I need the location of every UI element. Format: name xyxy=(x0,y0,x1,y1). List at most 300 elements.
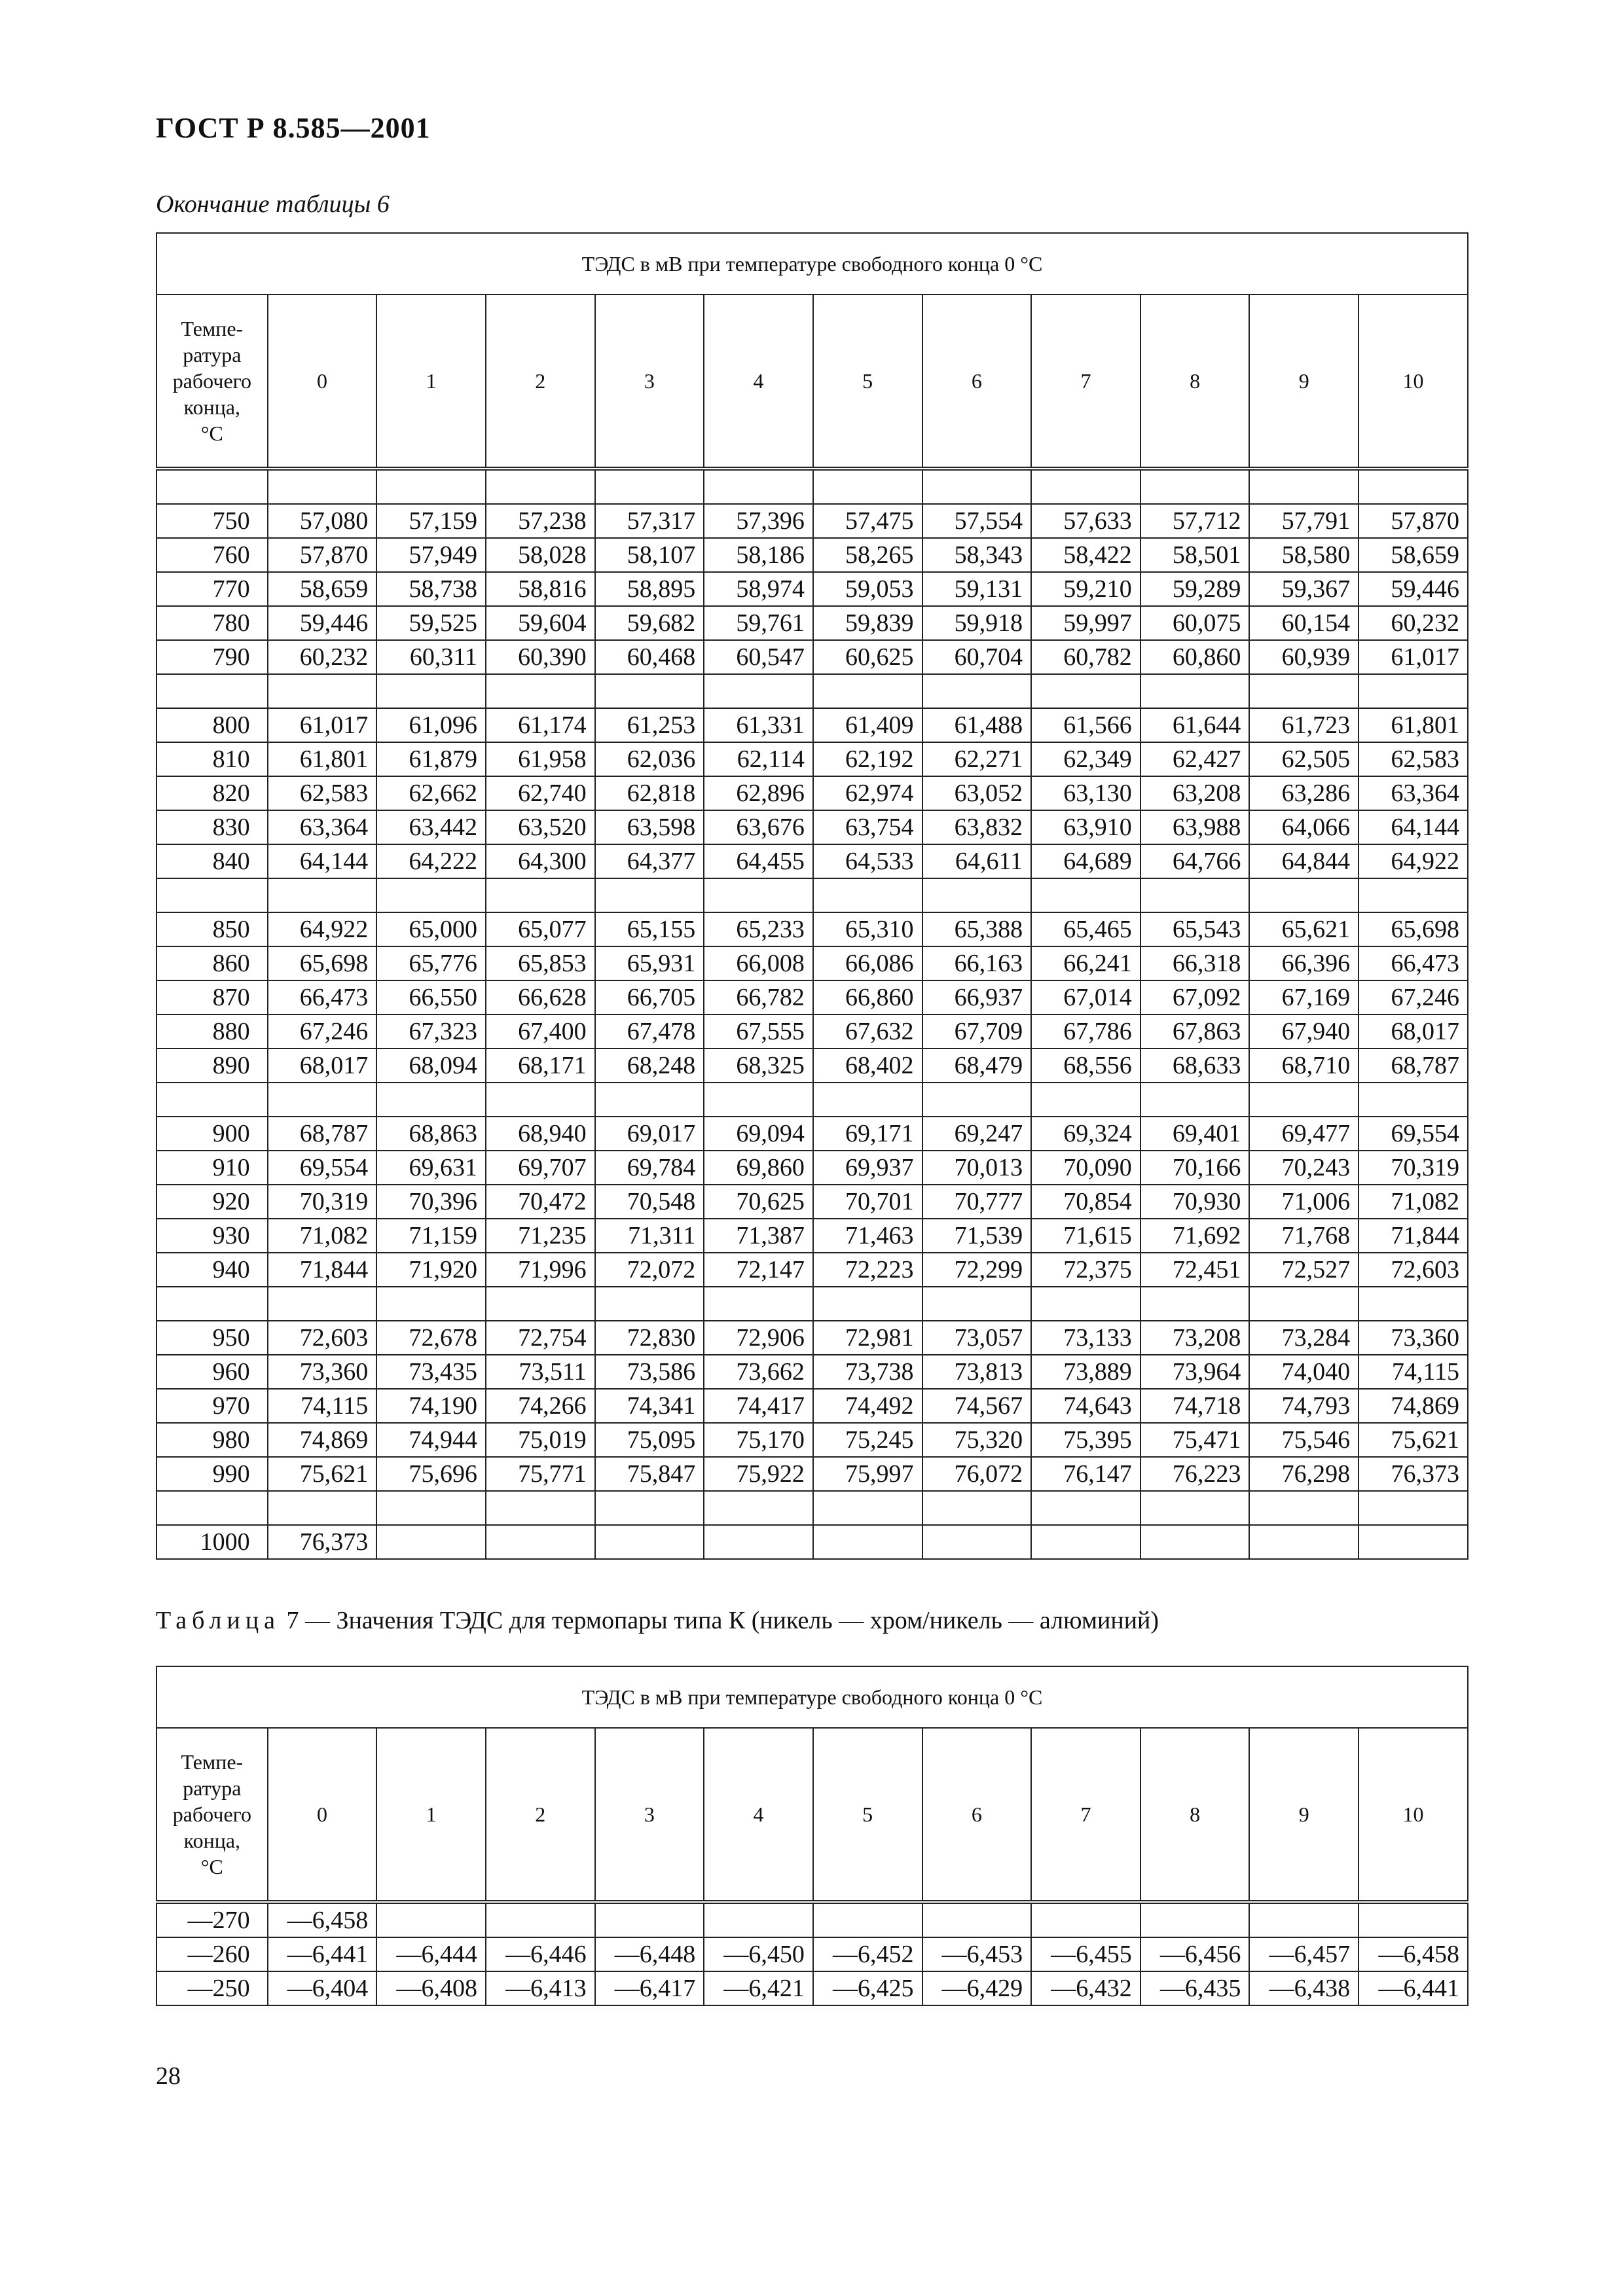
column-header: 3 xyxy=(595,295,704,469)
column-header: 7 xyxy=(1031,295,1140,469)
empty-cell xyxy=(376,1287,486,1321)
emf-value-cell xyxy=(595,1525,704,1559)
emf-value-cell: 68,787 xyxy=(1359,1049,1468,1083)
emf-value-cell: 65,155 xyxy=(595,912,704,946)
emf-value-cell: 74,643 xyxy=(1031,1389,1140,1423)
empty-cell xyxy=(1359,469,1468,504)
emf-value-cell: 65,000 xyxy=(376,912,486,946)
empty-cell xyxy=(922,878,1032,912)
emf-value-cell: 73,889 xyxy=(1031,1355,1140,1389)
temperature-cell: 900 xyxy=(156,1117,268,1151)
empty-cell xyxy=(1359,1083,1468,1117)
emf-value-cell: 59,918 xyxy=(922,606,1032,640)
temperature-header-line: рабочего xyxy=(172,1803,251,1826)
empty-cell xyxy=(1031,1491,1140,1525)
emf-value-cell xyxy=(1359,1525,1468,1559)
emf-value-cell: 62,114 xyxy=(704,742,813,776)
empty-cell xyxy=(486,1287,595,1321)
temperature-cell: 910 xyxy=(156,1151,268,1185)
emf-value-cell: 59,839 xyxy=(813,606,922,640)
emf-value-cell: 73,662 xyxy=(704,1355,813,1389)
emf-value-cell xyxy=(1359,1902,1468,1937)
emf-value-cell: 63,832 xyxy=(922,810,1032,844)
emf-value-cell: 67,786 xyxy=(1031,1014,1140,1049)
emf-value-cell: 68,787 xyxy=(268,1117,377,1151)
column-header: 10 xyxy=(1359,295,1468,469)
emf-value-cell: 62,662 xyxy=(376,776,486,810)
table6-continuation-caption: Окончание таблицы 6 xyxy=(156,190,390,218)
temperature-cell: 920 xyxy=(156,1185,268,1219)
emf-value-cell: 73,738 xyxy=(813,1355,922,1389)
table-row xyxy=(156,776,1468,810)
temperature-cell: 980 xyxy=(156,1423,268,1457)
temperature-cell: 860 xyxy=(156,946,268,980)
emf-value-cell: 67,555 xyxy=(704,1014,813,1049)
emf-value-cell: —6,457 xyxy=(1249,1937,1359,1971)
empty-cell xyxy=(156,1491,268,1525)
emf-value-cell: 72,754 xyxy=(486,1321,595,1355)
emf-value-cell: 59,604 xyxy=(486,606,595,640)
empty-cell xyxy=(595,1287,704,1321)
page-number: 28 xyxy=(156,2062,181,2090)
emf-value-cell xyxy=(1031,1525,1140,1559)
column-header: 2 xyxy=(486,1728,595,1902)
emf-value-cell: 75,621 xyxy=(268,1457,377,1491)
empty-cell xyxy=(813,1287,922,1321)
emf-value-cell: 60,860 xyxy=(1140,640,1250,674)
emf-value-cell: 70,777 xyxy=(922,1185,1032,1219)
emf-value-cell: 73,813 xyxy=(922,1355,1032,1389)
empty-cell xyxy=(1249,469,1359,504)
table7-caption-text: 7 — Значения ТЭДС для термопары типа К (никель — хром/никель — алюминий) xyxy=(280,1607,1159,1634)
emf-value-cell: 66,937 xyxy=(922,980,1032,1014)
empty-cell xyxy=(704,1491,813,1525)
table-row xyxy=(156,1321,1468,1355)
table6 xyxy=(156,232,1468,1560)
emf-value-cell: 64,611 xyxy=(922,844,1032,878)
emf-value-cell: 63,052 xyxy=(922,776,1032,810)
empty-cell xyxy=(376,469,486,504)
emf-value-cell: 63,910 xyxy=(1031,810,1140,844)
emf-value-cell: 71,615 xyxy=(1031,1219,1140,1253)
table-row xyxy=(156,1151,1468,1185)
emf-value-cell: 60,625 xyxy=(813,640,922,674)
emf-value-cell: 75,471 xyxy=(1140,1423,1250,1457)
emf-value-cell: 68,325 xyxy=(704,1049,813,1083)
temperature-header-line: Темпе- xyxy=(181,317,244,340)
emf-value-cell: 75,696 xyxy=(376,1457,486,1491)
emf-value-cell: 66,241 xyxy=(1031,946,1140,980)
emf-value-cell: 60,232 xyxy=(268,640,377,674)
temperature-cell: 850 xyxy=(156,912,268,946)
emf-value-cell: 58,343 xyxy=(922,538,1032,572)
emf-value-cell: 61,644 xyxy=(1140,708,1250,742)
temperature-cell: 940 xyxy=(156,1253,268,1287)
empty-cell xyxy=(1359,878,1468,912)
emf-value-cell: 67,400 xyxy=(486,1014,595,1049)
column-header: 0 xyxy=(268,295,377,469)
table-row xyxy=(156,504,1468,538)
emf-value-cell: 57,791 xyxy=(1249,504,1359,538)
empty-cell xyxy=(486,878,595,912)
table7-body xyxy=(156,1902,1468,2005)
emf-value-cell: 66,163 xyxy=(922,946,1032,980)
emf-value-cell: 65,233 xyxy=(704,912,813,946)
empty-cell xyxy=(595,878,704,912)
emf-value-cell: 75,170 xyxy=(704,1423,813,1457)
emf-value-cell: 75,095 xyxy=(595,1423,704,1457)
emf-value-cell: 59,131 xyxy=(922,572,1032,606)
emf-value-cell: 59,053 xyxy=(813,572,922,606)
emf-value-cell: 58,186 xyxy=(704,538,813,572)
emf-value-cell xyxy=(704,1902,813,1937)
emf-value-cell: 61,879 xyxy=(376,742,486,776)
emf-value-cell: 66,473 xyxy=(268,980,377,1014)
emf-value-cell: 64,844 xyxy=(1249,844,1359,878)
column-header: 1 xyxy=(376,1728,486,1902)
empty-cell xyxy=(156,469,268,504)
emf-value-cell: —6,450 xyxy=(704,1937,813,1971)
emf-value-cell: 60,390 xyxy=(486,640,595,674)
emf-value-cell: 61,801 xyxy=(268,742,377,776)
emf-value-cell: 76,373 xyxy=(1359,1457,1468,1491)
emf-value-cell: 61,017 xyxy=(268,708,377,742)
empty-cell xyxy=(922,469,1032,504)
table-row xyxy=(156,1253,1468,1287)
empty-cell xyxy=(1359,1287,1468,1321)
emf-value-cell xyxy=(1249,1525,1359,1559)
empty-cell xyxy=(486,1083,595,1117)
emf-value-cell: 64,144 xyxy=(1359,810,1468,844)
emf-value-cell: 73,360 xyxy=(1359,1321,1468,1355)
emf-value-cell: 66,318 xyxy=(1140,946,1250,980)
emf-value-cell: 73,284 xyxy=(1249,1321,1359,1355)
temperature-cell: 930 xyxy=(156,1219,268,1253)
table-row xyxy=(156,844,1468,878)
emf-value-cell: 58,974 xyxy=(704,572,813,606)
emf-value-cell: 57,238 xyxy=(486,504,595,538)
temperature-cell: 810 xyxy=(156,742,268,776)
emf-value-cell: 59,446 xyxy=(1359,572,1468,606)
emf-value-cell: 71,844 xyxy=(268,1253,377,1287)
empty-cell xyxy=(486,469,595,504)
emf-value-cell: 63,598 xyxy=(595,810,704,844)
emf-value-cell: 69,784 xyxy=(595,1151,704,1185)
empty-cell xyxy=(486,674,595,708)
emf-value-cell: 73,133 xyxy=(1031,1321,1140,1355)
emf-value-cell: 71,539 xyxy=(922,1219,1032,1253)
temperature-header-line: Темпе- xyxy=(181,1750,244,1774)
emf-value-cell: 59,210 xyxy=(1031,572,1140,606)
temperature-header-line: °С xyxy=(200,422,223,445)
emf-value-cell: 68,248 xyxy=(595,1049,704,1083)
emf-value-cell: 57,554 xyxy=(922,504,1032,538)
table-row xyxy=(156,1049,1468,1083)
emf-value-cell: 67,863 xyxy=(1140,1014,1250,1049)
emf-value-cell: 75,245 xyxy=(813,1423,922,1457)
emf-value-cell: 75,922 xyxy=(704,1457,813,1491)
emf-value-cell: 65,698 xyxy=(268,946,377,980)
temperature-cell: —250 xyxy=(156,1971,268,2005)
temperature-cell: 960 xyxy=(156,1355,268,1389)
emf-value-cell: 72,451 xyxy=(1140,1253,1250,1287)
emf-value-cell: 70,013 xyxy=(922,1151,1032,1185)
emf-value-cell: —6,446 xyxy=(486,1937,595,1971)
empty-cell xyxy=(156,1083,268,1117)
table6-column-header-row xyxy=(156,295,1468,469)
temperature-header-line: ратура xyxy=(183,343,242,367)
emf-value-cell: 62,505 xyxy=(1249,742,1359,776)
emf-value-cell: 65,543 xyxy=(1140,912,1250,946)
emf-value-cell xyxy=(1249,1902,1359,1937)
empty-cell xyxy=(922,674,1032,708)
empty-cell xyxy=(1140,1491,1250,1525)
column-header: 8 xyxy=(1140,1728,1250,1902)
emf-value-cell: 75,997 xyxy=(813,1457,922,1491)
emf-value-cell: 74,718 xyxy=(1140,1389,1250,1423)
emf-value-cell: 62,583 xyxy=(268,776,377,810)
empty-cell xyxy=(922,1491,1032,1525)
emf-value-cell: 59,525 xyxy=(376,606,486,640)
emf-value-cell: —6,456 xyxy=(1140,1937,1250,1971)
emf-value-cell: 76,223 xyxy=(1140,1457,1250,1491)
emf-value-cell: 59,289 xyxy=(1140,572,1250,606)
emf-value-cell: 62,896 xyxy=(704,776,813,810)
emf-value-cell: 76,147 xyxy=(1031,1457,1140,1491)
emf-value-cell: 70,396 xyxy=(376,1185,486,1219)
emf-value-cell: 71,311 xyxy=(595,1219,704,1253)
column-header: 7 xyxy=(1031,1728,1140,1902)
column-header: 6 xyxy=(922,295,1032,469)
empty-cell xyxy=(1031,878,1140,912)
emf-value-cell: 64,689 xyxy=(1031,844,1140,878)
table-row xyxy=(156,1423,1468,1457)
emf-value-cell: 64,066 xyxy=(1249,810,1359,844)
table-row xyxy=(156,1457,1468,1491)
empty-cell xyxy=(704,1083,813,1117)
emf-value-cell: 75,320 xyxy=(922,1423,1032,1457)
emf-value-cell: 70,625 xyxy=(704,1185,813,1219)
table-row xyxy=(156,538,1468,572)
column-header: 5 xyxy=(813,295,922,469)
emf-value-cell: 75,019 xyxy=(486,1423,595,1457)
emf-value-cell: 61,331 xyxy=(704,708,813,742)
emf-value-cell: 64,766 xyxy=(1140,844,1250,878)
emf-value-cell: 62,427 xyxy=(1140,742,1250,776)
emf-value-cell xyxy=(704,1525,813,1559)
emf-value-cell: 64,300 xyxy=(486,844,595,878)
emf-value-cell: 72,830 xyxy=(595,1321,704,1355)
emf-value-cell: 71,768 xyxy=(1249,1219,1359,1253)
emf-value-cell: 62,271 xyxy=(922,742,1032,776)
emf-value-cell: —6,452 xyxy=(813,1937,922,1971)
emf-value-cell: 72,906 xyxy=(704,1321,813,1355)
empty-cell xyxy=(268,1287,377,1321)
column-header: 4 xyxy=(704,295,813,469)
emf-value-cell: 71,235 xyxy=(486,1219,595,1253)
emf-value-cell: 64,922 xyxy=(268,912,377,946)
empty-cell xyxy=(813,878,922,912)
emf-value-cell: 65,388 xyxy=(922,912,1032,946)
empty-cell xyxy=(704,469,813,504)
empty-cell xyxy=(704,878,813,912)
emf-value-cell: —6,425 xyxy=(813,1971,922,2005)
emf-value-cell: 72,981 xyxy=(813,1321,922,1355)
emf-value-cell: 67,709 xyxy=(922,1014,1032,1049)
emf-value-cell: 60,075 xyxy=(1140,606,1250,640)
emf-value-cell: —6,455 xyxy=(1031,1937,1140,1971)
emf-value-cell: 66,628 xyxy=(486,980,595,1014)
temperature-column-header xyxy=(156,1728,268,1902)
empty-cell xyxy=(922,1083,1032,1117)
emf-value-cell: 58,422 xyxy=(1031,538,1140,572)
emf-value-cell: 59,761 xyxy=(704,606,813,640)
column-header: 3 xyxy=(595,1728,704,1902)
emf-value-cell: 76,072 xyxy=(922,1457,1032,1491)
emf-value-cell: 66,860 xyxy=(813,980,922,1014)
table-row xyxy=(156,640,1468,674)
empty-cell xyxy=(268,469,377,504)
empty-cell xyxy=(813,1083,922,1117)
temperature-cell: 770 xyxy=(156,572,268,606)
empty-cell xyxy=(1031,1287,1140,1321)
emf-value-cell: 67,940 xyxy=(1249,1014,1359,1049)
emf-value-cell xyxy=(922,1525,1032,1559)
emf-value-cell: 61,723 xyxy=(1249,708,1359,742)
emf-value-cell: 64,455 xyxy=(704,844,813,878)
temperature-cell: 820 xyxy=(156,776,268,810)
emf-value-cell: 63,676 xyxy=(704,810,813,844)
emf-value-cell: 65,310 xyxy=(813,912,922,946)
temperature-cell: 890 xyxy=(156,1049,268,1083)
emf-value-cell: 60,232 xyxy=(1359,606,1468,640)
emf-value-cell: 73,435 xyxy=(376,1355,486,1389)
temperature-cell: 870 xyxy=(156,980,268,1014)
emf-value-cell: 61,801 xyxy=(1359,708,1468,742)
emf-value-cell: 70,243 xyxy=(1249,1151,1359,1185)
emf-value-cell: 58,265 xyxy=(813,538,922,572)
emf-value-cell: —6,441 xyxy=(268,1937,377,1971)
emf-value-cell: 59,367 xyxy=(1249,572,1359,606)
emf-value-cell: 58,501 xyxy=(1140,538,1250,572)
emf-value-cell: 61,566 xyxy=(1031,708,1140,742)
emf-value-cell: 70,472 xyxy=(486,1185,595,1219)
table6-title: ТЭДС в мВ при температуре свободного конца 0 °С xyxy=(156,233,1468,295)
empty-cell xyxy=(595,1491,704,1525)
emf-value-cell: 70,854 xyxy=(1031,1185,1140,1219)
emf-value-cell: 74,492 xyxy=(813,1389,922,1423)
emf-value-cell: 60,939 xyxy=(1249,640,1359,674)
emf-value-cell: 72,147 xyxy=(704,1253,813,1287)
emf-value-cell: 67,246 xyxy=(268,1014,377,1049)
emf-value-cell: 57,870 xyxy=(1359,504,1468,538)
emf-value-cell: 64,377 xyxy=(595,844,704,878)
table-row xyxy=(156,1014,1468,1049)
emf-value-cell: 68,940 xyxy=(486,1117,595,1151)
empty-cell xyxy=(376,878,486,912)
emf-value-cell: 68,479 xyxy=(922,1049,1032,1083)
emf-value-cell xyxy=(376,1902,486,1937)
empty-cell xyxy=(813,674,922,708)
emf-value-cell xyxy=(813,1525,922,1559)
temperature-header-line: конца, xyxy=(183,395,241,419)
emf-value-cell: 62,974 xyxy=(813,776,922,810)
emf-value-cell: 69,707 xyxy=(486,1151,595,1185)
emf-value-cell: 74,793 xyxy=(1249,1389,1359,1423)
emf-value-cell: —6,413 xyxy=(486,1971,595,2005)
temperature-cell: 750 xyxy=(156,504,268,538)
emf-value-cell: 72,678 xyxy=(376,1321,486,1355)
emf-value-cell: 67,169 xyxy=(1249,980,1359,1014)
emf-value-cell: 73,964 xyxy=(1140,1355,1250,1389)
table6-body xyxy=(156,469,1468,1559)
empty-cell xyxy=(156,674,268,708)
emf-value-cell: 68,017 xyxy=(268,1049,377,1083)
emf-value-cell: 58,659 xyxy=(1359,538,1468,572)
emf-value-cell: 63,442 xyxy=(376,810,486,844)
table-row xyxy=(156,946,1468,980)
emf-value-cell: 61,488 xyxy=(922,708,1032,742)
emf-value-cell: —6,404 xyxy=(268,1971,377,2005)
column-header: 10 xyxy=(1359,1728,1468,1902)
emf-value-cell: 57,712 xyxy=(1140,504,1250,538)
temperature-cell: 1000 xyxy=(156,1525,268,1559)
emf-value-cell: —6,448 xyxy=(595,1937,704,1971)
table-row xyxy=(156,1389,1468,1423)
emf-value-cell: 67,323 xyxy=(376,1014,486,1049)
emf-value-cell: 71,006 xyxy=(1249,1185,1359,1219)
empty-cell xyxy=(376,1491,486,1525)
table7-title: ТЭДС в мВ при температуре свободного конца 0 °С xyxy=(156,1666,1468,1728)
empty-cell xyxy=(268,878,377,912)
emf-value-cell: 60,782 xyxy=(1031,640,1140,674)
emf-value-cell: 71,387 xyxy=(704,1219,813,1253)
emf-value-cell: 59,682 xyxy=(595,606,704,640)
emf-value-cell: 69,554 xyxy=(268,1151,377,1185)
emf-value-cell: 65,465 xyxy=(1031,912,1140,946)
temperature-header-line: конца, xyxy=(183,1829,241,1852)
emf-value-cell: 76,373 xyxy=(268,1525,377,1559)
table7-caption-label: Таблица xyxy=(156,1607,281,1634)
emf-value-cell: 62,818 xyxy=(595,776,704,810)
emf-value-cell: 65,931 xyxy=(595,946,704,980)
empty-cell xyxy=(1140,1287,1250,1321)
emf-value-cell: 60,468 xyxy=(595,640,704,674)
emf-value-cell: 70,319 xyxy=(1359,1151,1468,1185)
emf-value-cell: 72,299 xyxy=(922,1253,1032,1287)
emf-value-cell: —6,429 xyxy=(922,1971,1032,2005)
temperature-cell: 950 xyxy=(156,1321,268,1355)
empty-cell xyxy=(1140,469,1250,504)
emf-value-cell: 74,266 xyxy=(486,1389,595,1423)
group-spacer-row xyxy=(156,1083,1468,1117)
empty-cell xyxy=(1140,1083,1250,1117)
emf-value-cell: —6,441 xyxy=(1359,1971,1468,2005)
emf-value-cell: 74,869 xyxy=(268,1423,377,1457)
column-header: 5 xyxy=(813,1728,922,1902)
emf-value-cell: 70,701 xyxy=(813,1185,922,1219)
emf-value-cell: 74,567 xyxy=(922,1389,1032,1423)
temperature-cell: 990 xyxy=(156,1457,268,1491)
emf-value-cell: 62,192 xyxy=(813,742,922,776)
emf-value-cell: 63,520 xyxy=(486,810,595,844)
emf-value-cell: 69,937 xyxy=(813,1151,922,1185)
emf-value-cell: 58,738 xyxy=(376,572,486,606)
emf-value-cell: 72,603 xyxy=(268,1321,377,1355)
table-row xyxy=(156,1117,1468,1151)
group-spacer-row xyxy=(156,469,1468,504)
emf-value-cell: —6,458 xyxy=(1359,1937,1468,1971)
